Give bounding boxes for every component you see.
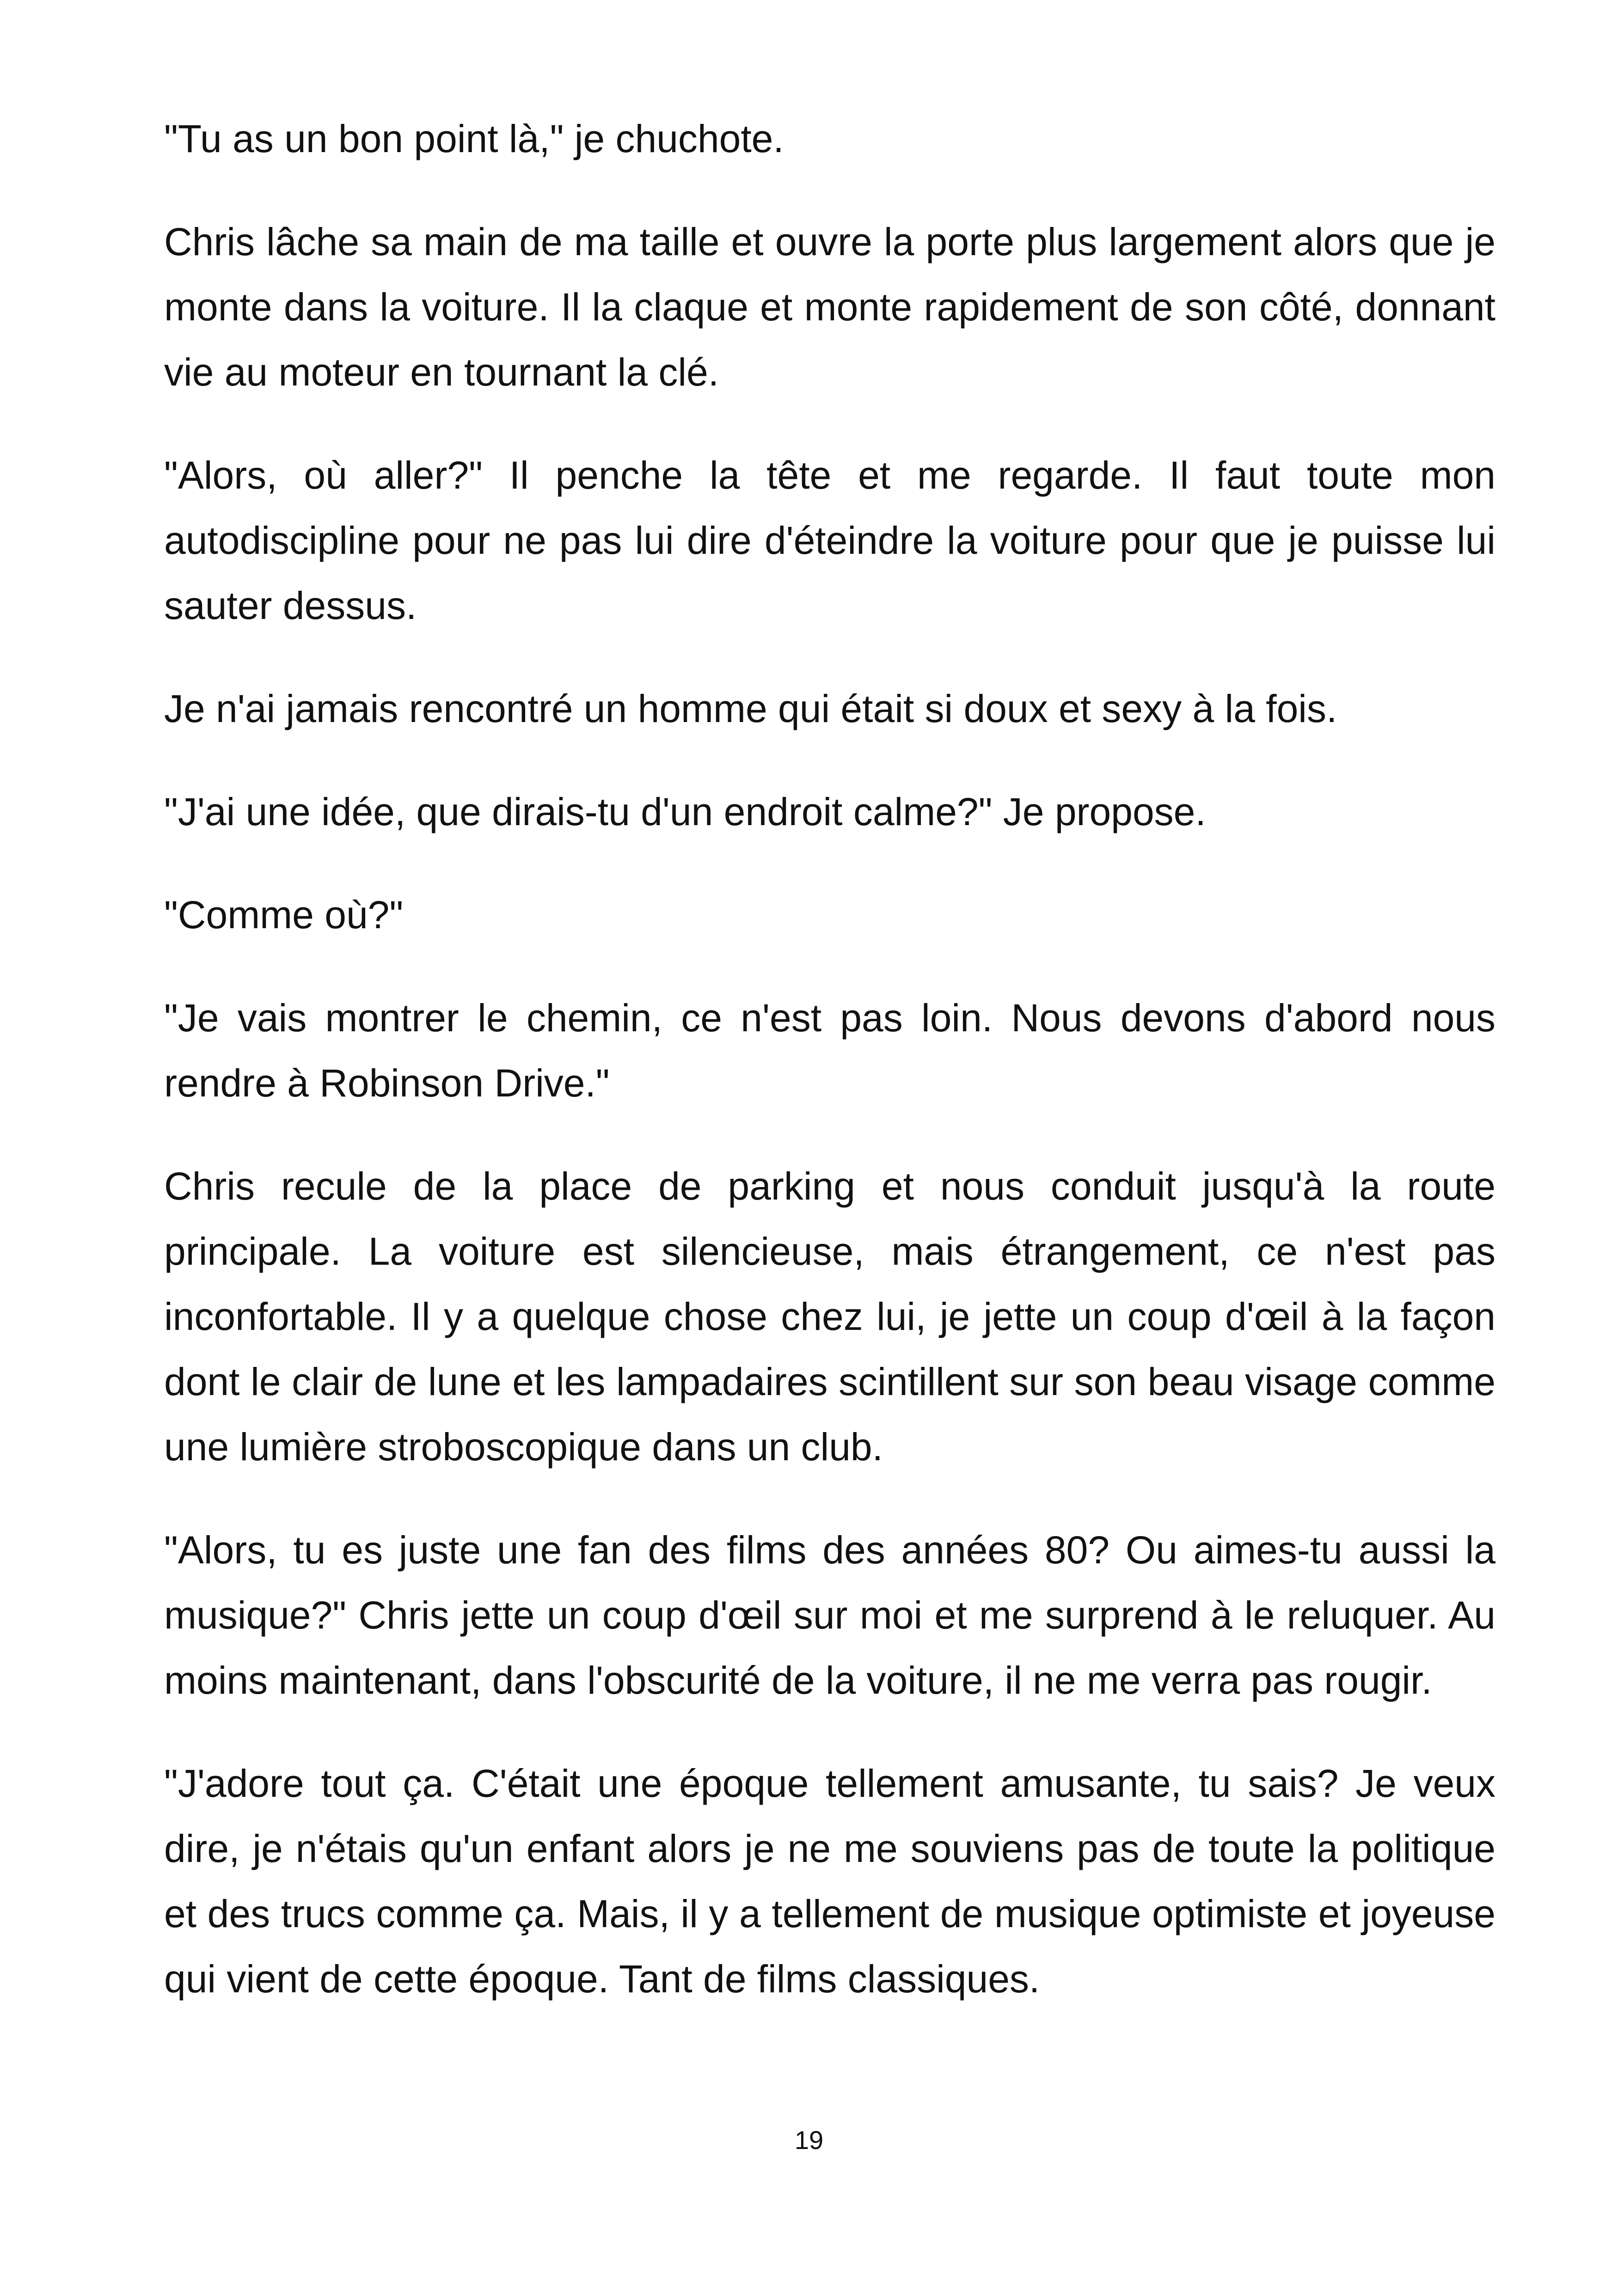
paragraph: Chris recule de la place de parking et nous conduit jusqu'à la route principale. La voiture est silencieuse, mais étrangement, ce n'est pas inconfortable. Il y a quelque chose chez lui, je jette un coup d'œil à la façon dont le clair de lune et les lampadaires scintillent sur son beau visage comme une lumière stroboscopique dans un club.	[164, 1164, 1495, 1469]
paragraph: "J'adore tout ça. C'était une époque tellement amusante, tu sais? Je veux dire, je n'étais qu'un enfant alors je ne me souviens pas de toute la politique et des trucs comme ça. Mais, il y a tellement de musique optimiste et joyeuse qui vient de cette époque. Tant de films classiques.	[164, 1762, 1495, 2001]
paragraph: Chris lâche sa main de ma taille et ouvre la porte plus largement alors que je monte dans la voiture. Il la claque et monte rapidement de son côté, donnant vie au moteur en tournant la clé.	[164, 220, 1495, 394]
page-number: 19	[794, 2125, 824, 2155]
paragraph: "Je vais montrer le chemin, ce n'est pas loin. Nous devons d'abord nous rendre à Robinson Drive."	[164, 996, 1495, 1105]
paragraph: "Alors, tu es juste une fan des films des années 80? Ou aimes-tu aussi la musique?" Chris jette un coup d'œil sur moi et me surprend à le reluquer. Au moins maintenant, dans l'obscurité de la voiture, il ne me verra pas rougir.	[164, 1528, 1495, 1702]
paragraph: "Alors, où aller?" Il penche la tête et me regarde. Il faut toute mon autodiscipline pour ne pas lui dire d'éteindre la voiture pour que je puisse lui sauter dessus.	[164, 453, 1495, 627]
paragraph: "Comme où?"	[164, 893, 404, 937]
paragraph: "J'ai une idée, que dirais-tu d'un endroit calme?" Je propose.	[164, 790, 1206, 833]
body-text	[164, 106, 1495, 2050]
paragraph: Je n'ai jamais rencontré un homme qui était si doux et sexy à la fois.	[164, 687, 1337, 730]
paragraph: "Tu as un bon point là," je chuchote.	[164, 117, 784, 160]
